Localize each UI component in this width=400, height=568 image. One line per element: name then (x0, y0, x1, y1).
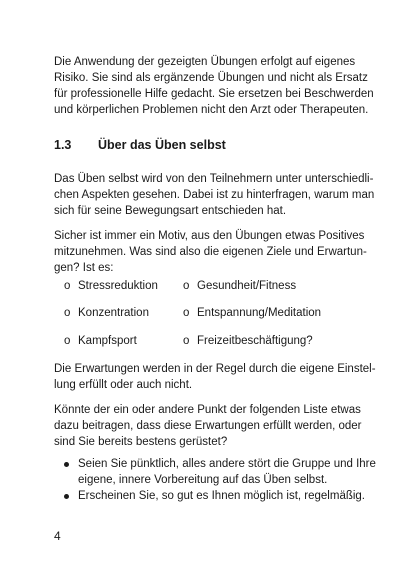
section-heading (54, 138, 226, 152)
paragraph-motives (54, 228, 367, 276)
option-item (64, 333, 137, 349)
text-line: lung erfüllt oder auch nicht. (54, 379, 193, 391)
option-label: Freizeitbeschäftigung? (197, 335, 313, 347)
option-marker: o (64, 307, 71, 319)
text-line: sich für seine Bewegungsart entschieden hat. (54, 205, 287, 217)
option-marker: o (183, 335, 190, 347)
text-line: eigene, innere Vorbereitung auf das Üben selbst. (78, 474, 328, 486)
bullet-list (62, 456, 376, 504)
option-marker: o (183, 307, 190, 319)
text-line: gen? Ist es: (54, 262, 114, 274)
intro-paragraph (54, 54, 374, 118)
option-marker: o (64, 280, 71, 292)
text-line: sind Sie bereits bestens gerüstet? (54, 436, 228, 448)
text-line: Seien Sie pünktlich, alles andere stört die Gruppe und Ihre (78, 458, 376, 470)
option-label: Konzentration (78, 307, 149, 319)
text-line: Risiko. Sie sind als ergänzende Übungen und nicht als Ersatz (54, 72, 368, 84)
text-line: und körperlichen Problemen nicht den Arzt oder Therapeuten. (54, 104, 369, 116)
paragraph-aspects (54, 171, 375, 219)
option-item (64, 305, 149, 321)
option-marker: o (64, 335, 71, 347)
option-label: Kampfsport (78, 335, 137, 347)
option-item (183, 333, 313, 349)
text-line: mitzunehmen. Was sind also die eigenen Ziele und Erwartun- (54, 246, 367, 258)
section-number: 1.3 (54, 138, 72, 152)
page-number: 4 (54, 529, 61, 543)
bullet-icon (64, 494, 69, 499)
option-label: Entspannung/Meditation (197, 307, 322, 319)
section-title: Über das Üben selbst (98, 138, 226, 152)
paragraph-expectations (54, 361, 376, 393)
text-line: Die Anwendung der gezeigten Übungen erfolgt auf eigenes (54, 56, 356, 68)
list-item (62, 456, 376, 488)
option-marker: o (183, 280, 190, 292)
text-line: für professionelle Hilfe gedacht. Sie ersetzen bei Beschwerden (54, 88, 374, 100)
text-line: Das Üben selbst wird von den Teilnehmern unter unterschiedli- (54, 173, 374, 185)
text-line: Erscheinen Sie, so gut es Ihnen möglich ist, regelmäßig. (78, 490, 366, 502)
paragraph-checklist-intro (54, 402, 362, 450)
option-item (183, 278, 296, 294)
text-line: chen Aspekten gesehen. Dabei ist zu hinterfragen, warum man (54, 189, 375, 201)
text-line: dazu beitragen, dass diese Erwartungen erfüllt werden, oder (54, 420, 362, 432)
list-item (62, 488, 366, 504)
bullet-icon (64, 462, 69, 467)
text-line: Die Erwartungen werden in der Regel durch die eigene Einstel- (54, 363, 376, 375)
option-item (183, 305, 321, 321)
text-line: Sicher ist immer ein Motiv, aus den Übungen etwas Positives (54, 230, 365, 242)
text-line: Könnte der ein oder andere Punkt der folgenden Liste etwas (54, 404, 361, 416)
option-item (64, 278, 158, 294)
option-label: Gesundheit/Fitness (197, 280, 297, 292)
option-label: Stressreduktion (78, 280, 158, 292)
